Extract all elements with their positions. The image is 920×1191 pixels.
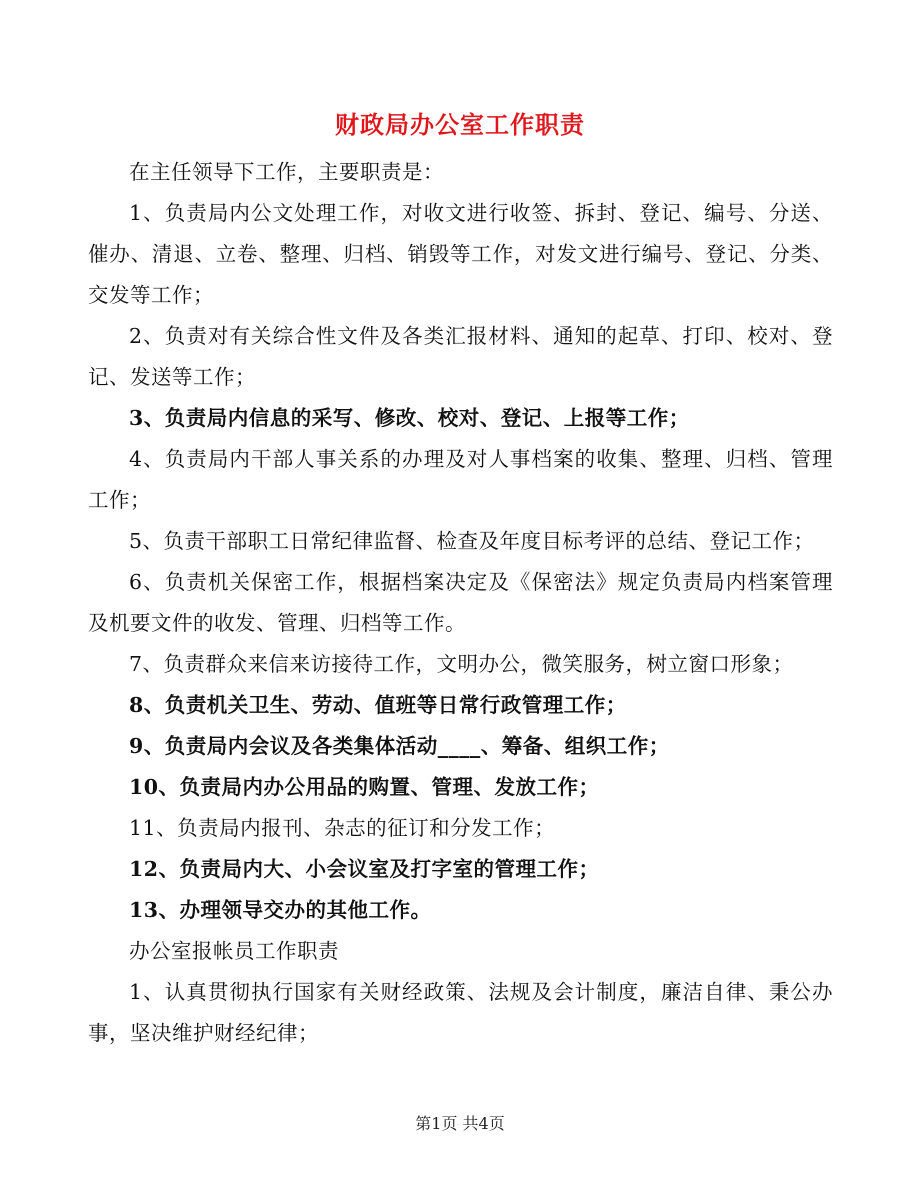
paragraph-duty-11: 11、负责局内报刊、杂志的征订和分发工作； [129, 816, 556, 840]
paragraph-duty-12: 12、负责局内大、小会议室及打字室的管理工作； [129, 857, 600, 881]
paragraph-duty-1: 1、负责局内公文处理工作，对收文进行收签、拆封、登记、编号、分送、催办、清退、立卷、整理、归档、销毁等工作，对发文进行编号、登记、分类、交发等工作； [88, 201, 833, 307]
page-number-footer: 第1页 共4页 [415, 1114, 505, 1133]
paragraph-duty-10: 10、负责局内办公用品的购置、管理、发放工作； [129, 775, 600, 799]
paragraph-duty-3: 3、负责局内信息的采写、修改、校对、登记、上报等工作； [129, 406, 690, 430]
paragraph-duty-6: 6、负责机关保密工作，根据档案决定及《保密法》规定负责局内档案管理及机要文件的收发、管理、归档等工作。 [88, 570, 833, 635]
paragraph-duty-4: 4、负责局内干部人事关系的办理及对人事档案的收集、整理、归档、管理工作； [88, 447, 833, 512]
section-heading-accountant: 办公室报帐员工作职责 [129, 939, 339, 963]
paragraph-duty-8: 8、负责机关卫生、劳动、值班等日常行政管理工作； [129, 693, 627, 717]
document-title: 财政局办公室工作职责 [335, 110, 585, 139]
document-body [88, 152, 833, 1054]
paragraph-intro: 在主任领导下工作，主要职责是： [129, 160, 444, 184]
paragraph-duty-2: 2、负责对有关综合性文件及各类汇报材料、通知的起草、打印、校对、登记、发送等工作； [88, 324, 833, 389]
paragraph-accountant-duty-1: 1、认真贯彻执行国家有关财经政策、法规及会计制度，廉洁自律、秉公办事，坚决维护财经纪律； [88, 980, 833, 1045]
paragraph-duty-5: 5、负责干部职工日常纪律监督、检查及年度目标考评的总结、登记工作； [129, 529, 815, 553]
paragraph-duty-7: 7、负责群众来信来访接待工作，文明办公，微笑服务，树立窗口形象； [129, 652, 794, 676]
paragraph-duty-13: 13、办理领导交办的其他工作。 [129, 898, 432, 922]
paragraph-duty-9: 9、负责局内会议及各类集体活动____、筹备、组织工作； [129, 734, 670, 758]
